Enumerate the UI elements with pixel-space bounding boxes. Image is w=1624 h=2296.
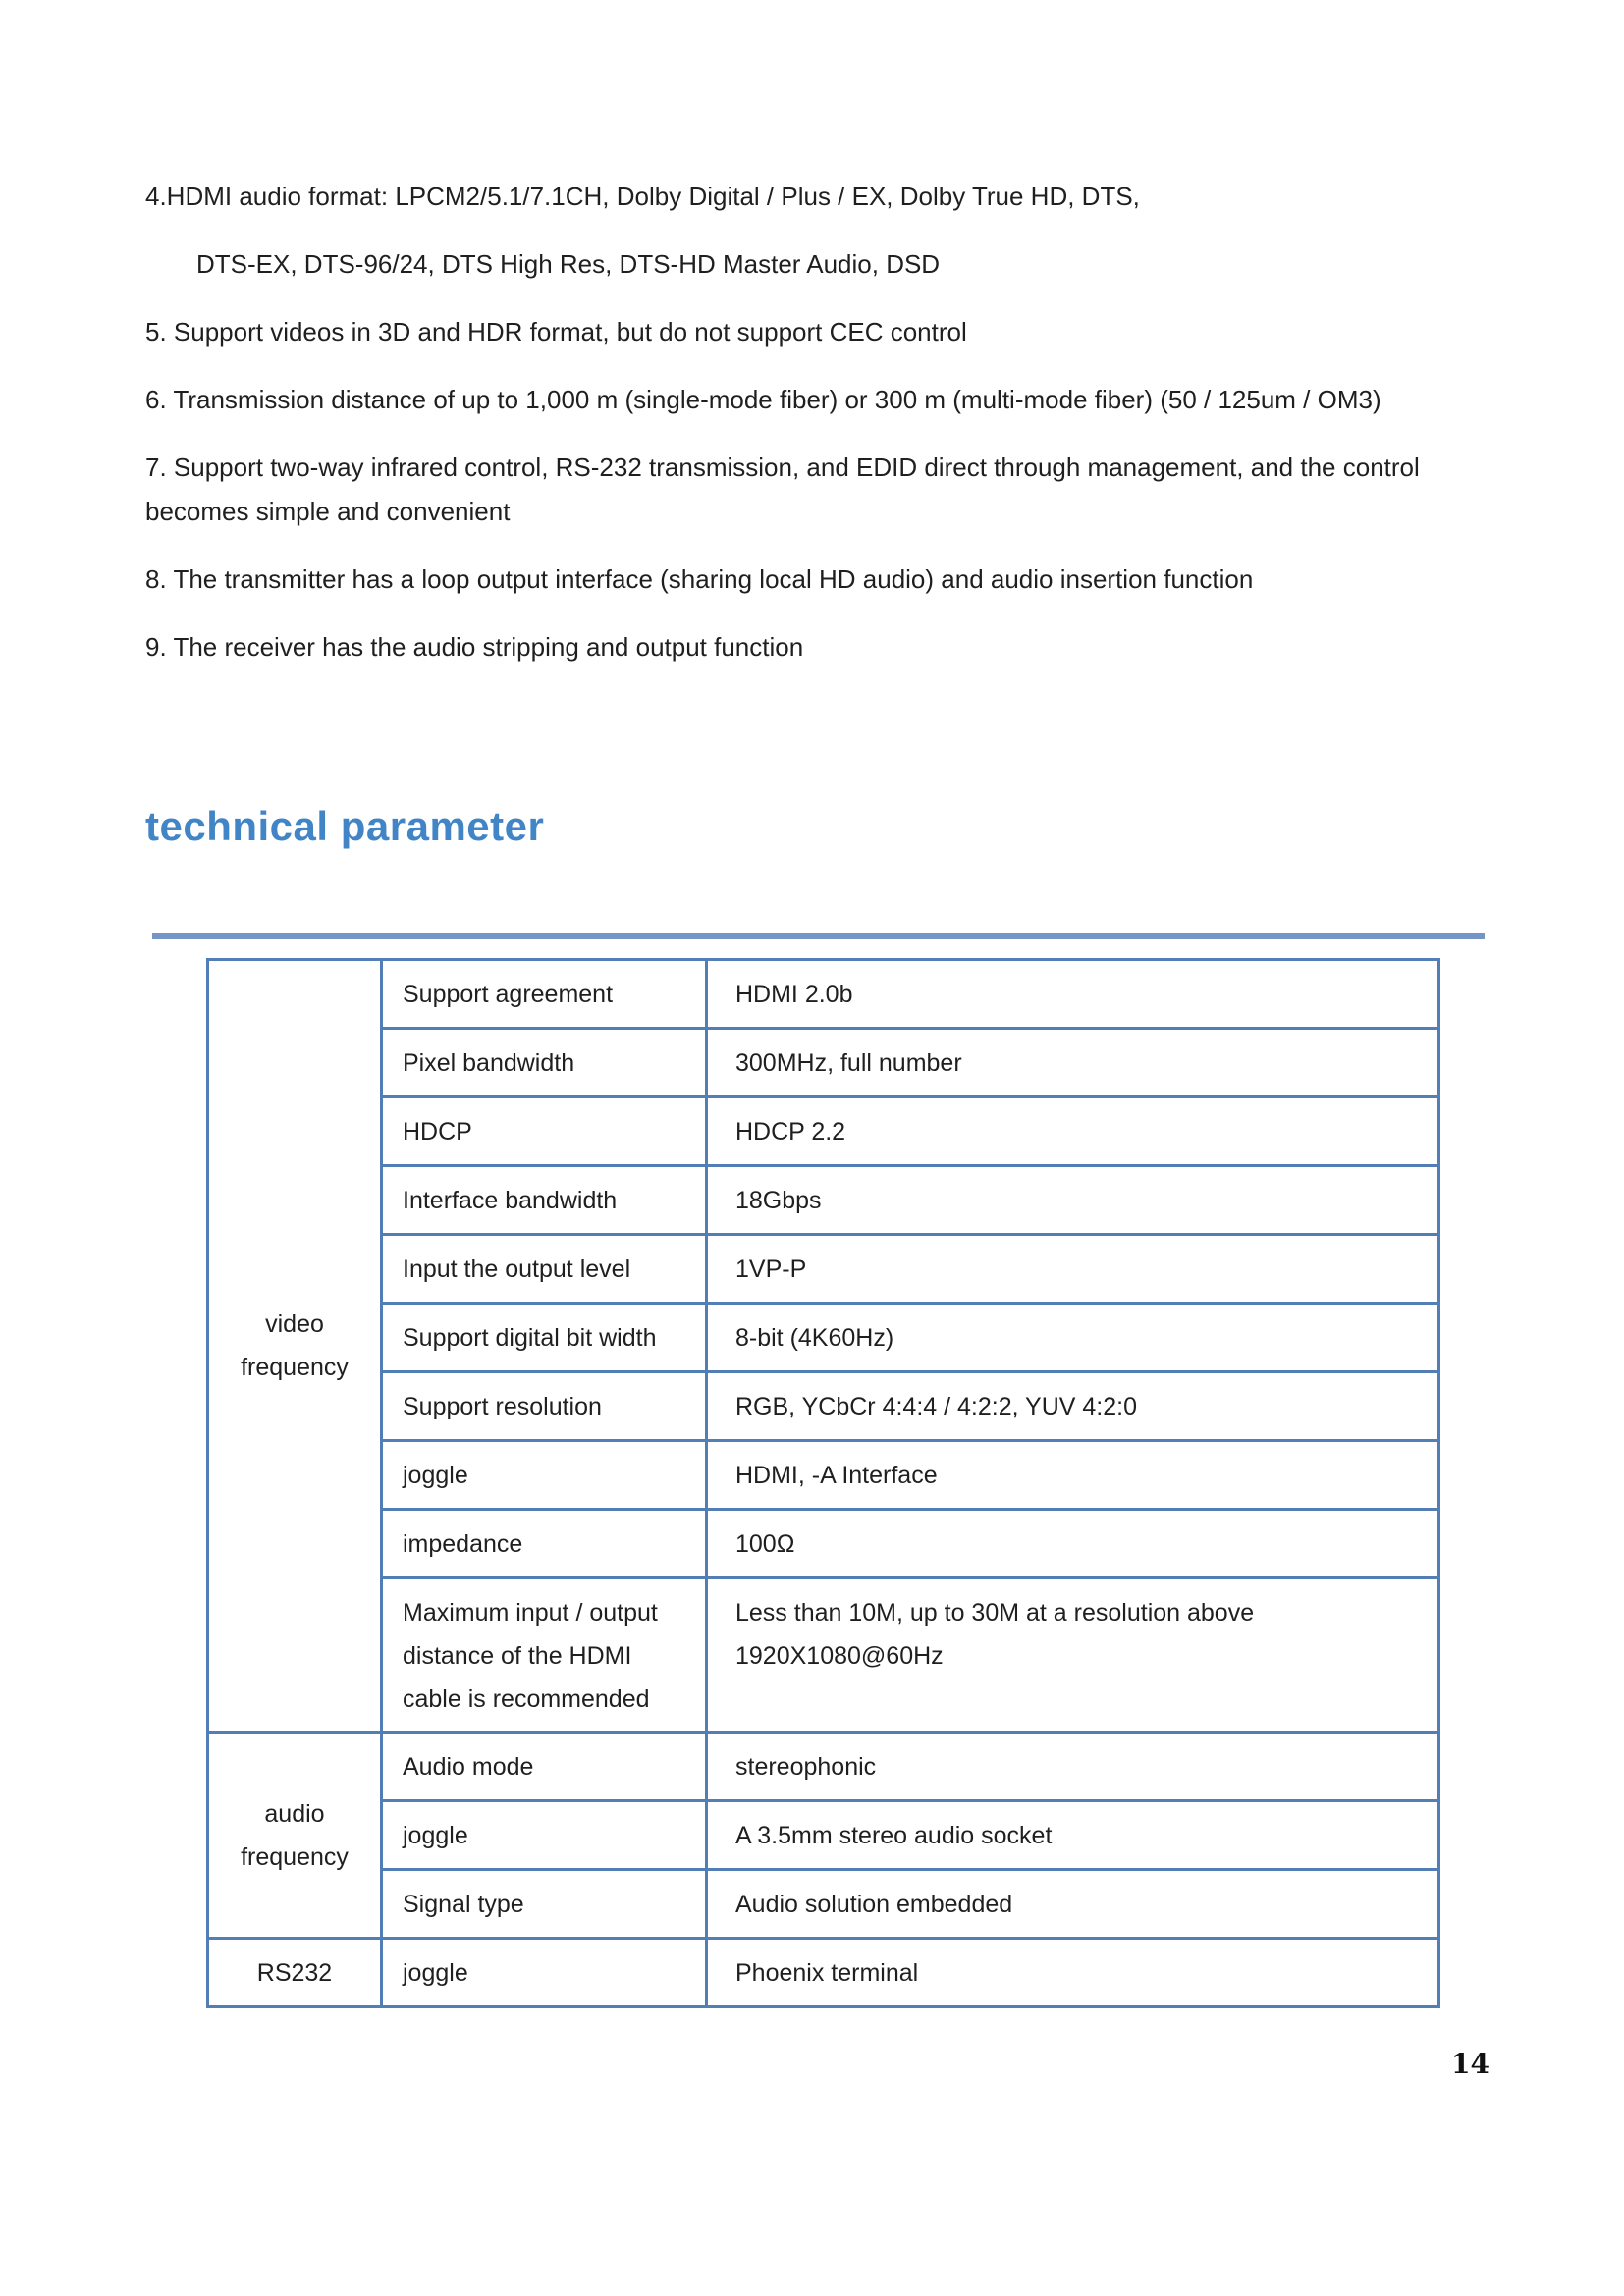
table-row bbox=[208, 1304, 1439, 1372]
spec-value-cell: Less than 10M, up to 30M at a resolution above 1920X1080@60Hz bbox=[707, 1578, 1439, 1733]
spec-label-cell: Input the output level bbox=[382, 1235, 707, 1304]
table-row bbox=[208, 1870, 1439, 1939]
spec-group-cell: RS232 bbox=[208, 1939, 382, 2007]
spec-label-cell: Audio mode bbox=[382, 1733, 707, 1801]
feature-list bbox=[145, 175, 1487, 693]
section-title: technical parameter bbox=[145, 803, 545, 849]
feature-item-continuation: DTS-EX, DTS-96/24, DTS High Res, DTS-HD Master Audio, DSD bbox=[196, 249, 941, 279]
spec-value-cell: HDCP 2.2 bbox=[707, 1097, 1439, 1166]
spec-label-cell: HDCP bbox=[382, 1097, 707, 1166]
spec-group-cell: video frequency bbox=[208, 960, 382, 1733]
spec-value-cell: 8-bit (4K60Hz) bbox=[707, 1304, 1439, 1372]
section-divider-rule bbox=[152, 933, 1485, 939]
feature-item: 4.HDMI audio format: LPCM2/5.1/7.1CH, Dolby Digital / Plus / EX, Dolby True HD, DTS, bbox=[145, 182, 1140, 211]
table-row bbox=[208, 1510, 1439, 1578]
feature-item: 6. Transmission distance of up to 1,000 m (single-mode fiber) or 300 m (multi-mode fiber) (50 / 125um / OM3) bbox=[145, 385, 1381, 414]
feature-item: 8. The transmitter has a loop output interface (sharing local HD audio) and audio insertion function bbox=[145, 564, 1254, 594]
spec-label-cell: Pixel bandwidth bbox=[382, 1029, 707, 1097]
spec-label-cell: Support agreement bbox=[382, 960, 707, 1029]
table-row bbox=[208, 1441, 1439, 1510]
spec-group-cell: audio frequency bbox=[208, 1733, 382, 1939]
feature-item: 5. Support videos in 3D and HDR format, but do not support CEC control bbox=[145, 317, 967, 347]
table-row bbox=[208, 1097, 1439, 1166]
table-row bbox=[208, 1939, 1439, 2007]
spec-label-cell: Support digital bit width bbox=[382, 1304, 707, 1372]
spec-value-cell: HDMI 2.0b bbox=[707, 960, 1439, 1029]
spec-value-cell: RGB, YCbCr 4:4:4 / 4:2:2, YUV 4:2:0 bbox=[707, 1372, 1439, 1441]
spec-value-cell: A 3.5mm stereo audio socket bbox=[707, 1801, 1439, 1870]
spec-label-cell: impedance bbox=[382, 1510, 707, 1578]
table-row bbox=[208, 1801, 1439, 1870]
spec-value-cell: 300MHz, full number bbox=[707, 1029, 1439, 1097]
spec-label-cell: joggle bbox=[382, 1441, 707, 1510]
table-row bbox=[208, 1166, 1439, 1235]
page-number: 14 bbox=[1451, 2048, 1489, 2080]
feature-item: 7. Support two-way infrared control, RS-232 transmission, and EDID direct through management, and the control becomes simple and convenient bbox=[145, 453, 1420, 526]
spec-value-cell: Phoenix terminal bbox=[707, 1939, 1439, 2007]
feature-item: 9. The receiver has the audio stripping and output function bbox=[145, 632, 804, 662]
spec-label-cell: joggle bbox=[382, 1939, 707, 2007]
spec-label-cell: Maximum input / output distance of the HDMI cable is recommended bbox=[382, 1578, 707, 1733]
table-row bbox=[208, 1372, 1439, 1441]
table-row bbox=[208, 1733, 1439, 1801]
spec-value-cell: 100Ω bbox=[707, 1510, 1439, 1578]
table-row bbox=[208, 1029, 1439, 1097]
table-row bbox=[208, 1235, 1439, 1304]
technical-parameter-table bbox=[206, 958, 1440, 2008]
spec-label-cell: Signal type bbox=[382, 1870, 707, 1939]
spec-value-cell: 18Gbps bbox=[707, 1166, 1439, 1235]
table-row bbox=[208, 960, 1439, 1029]
spec-table bbox=[206, 958, 1440, 2008]
spec-value-cell: Audio solution embedded bbox=[707, 1870, 1439, 1939]
spec-value-cell: stereophonic bbox=[707, 1733, 1439, 1801]
spec-label-cell: Support resolution bbox=[382, 1372, 707, 1441]
spec-label-cell: Interface bandwidth bbox=[382, 1166, 707, 1235]
spec-value-cell: HDMI, -A Interface bbox=[707, 1441, 1439, 1510]
table-row bbox=[208, 1578, 1439, 1733]
spec-value-cell: 1VP-P bbox=[707, 1235, 1439, 1304]
spec-label-cell: joggle bbox=[382, 1801, 707, 1870]
